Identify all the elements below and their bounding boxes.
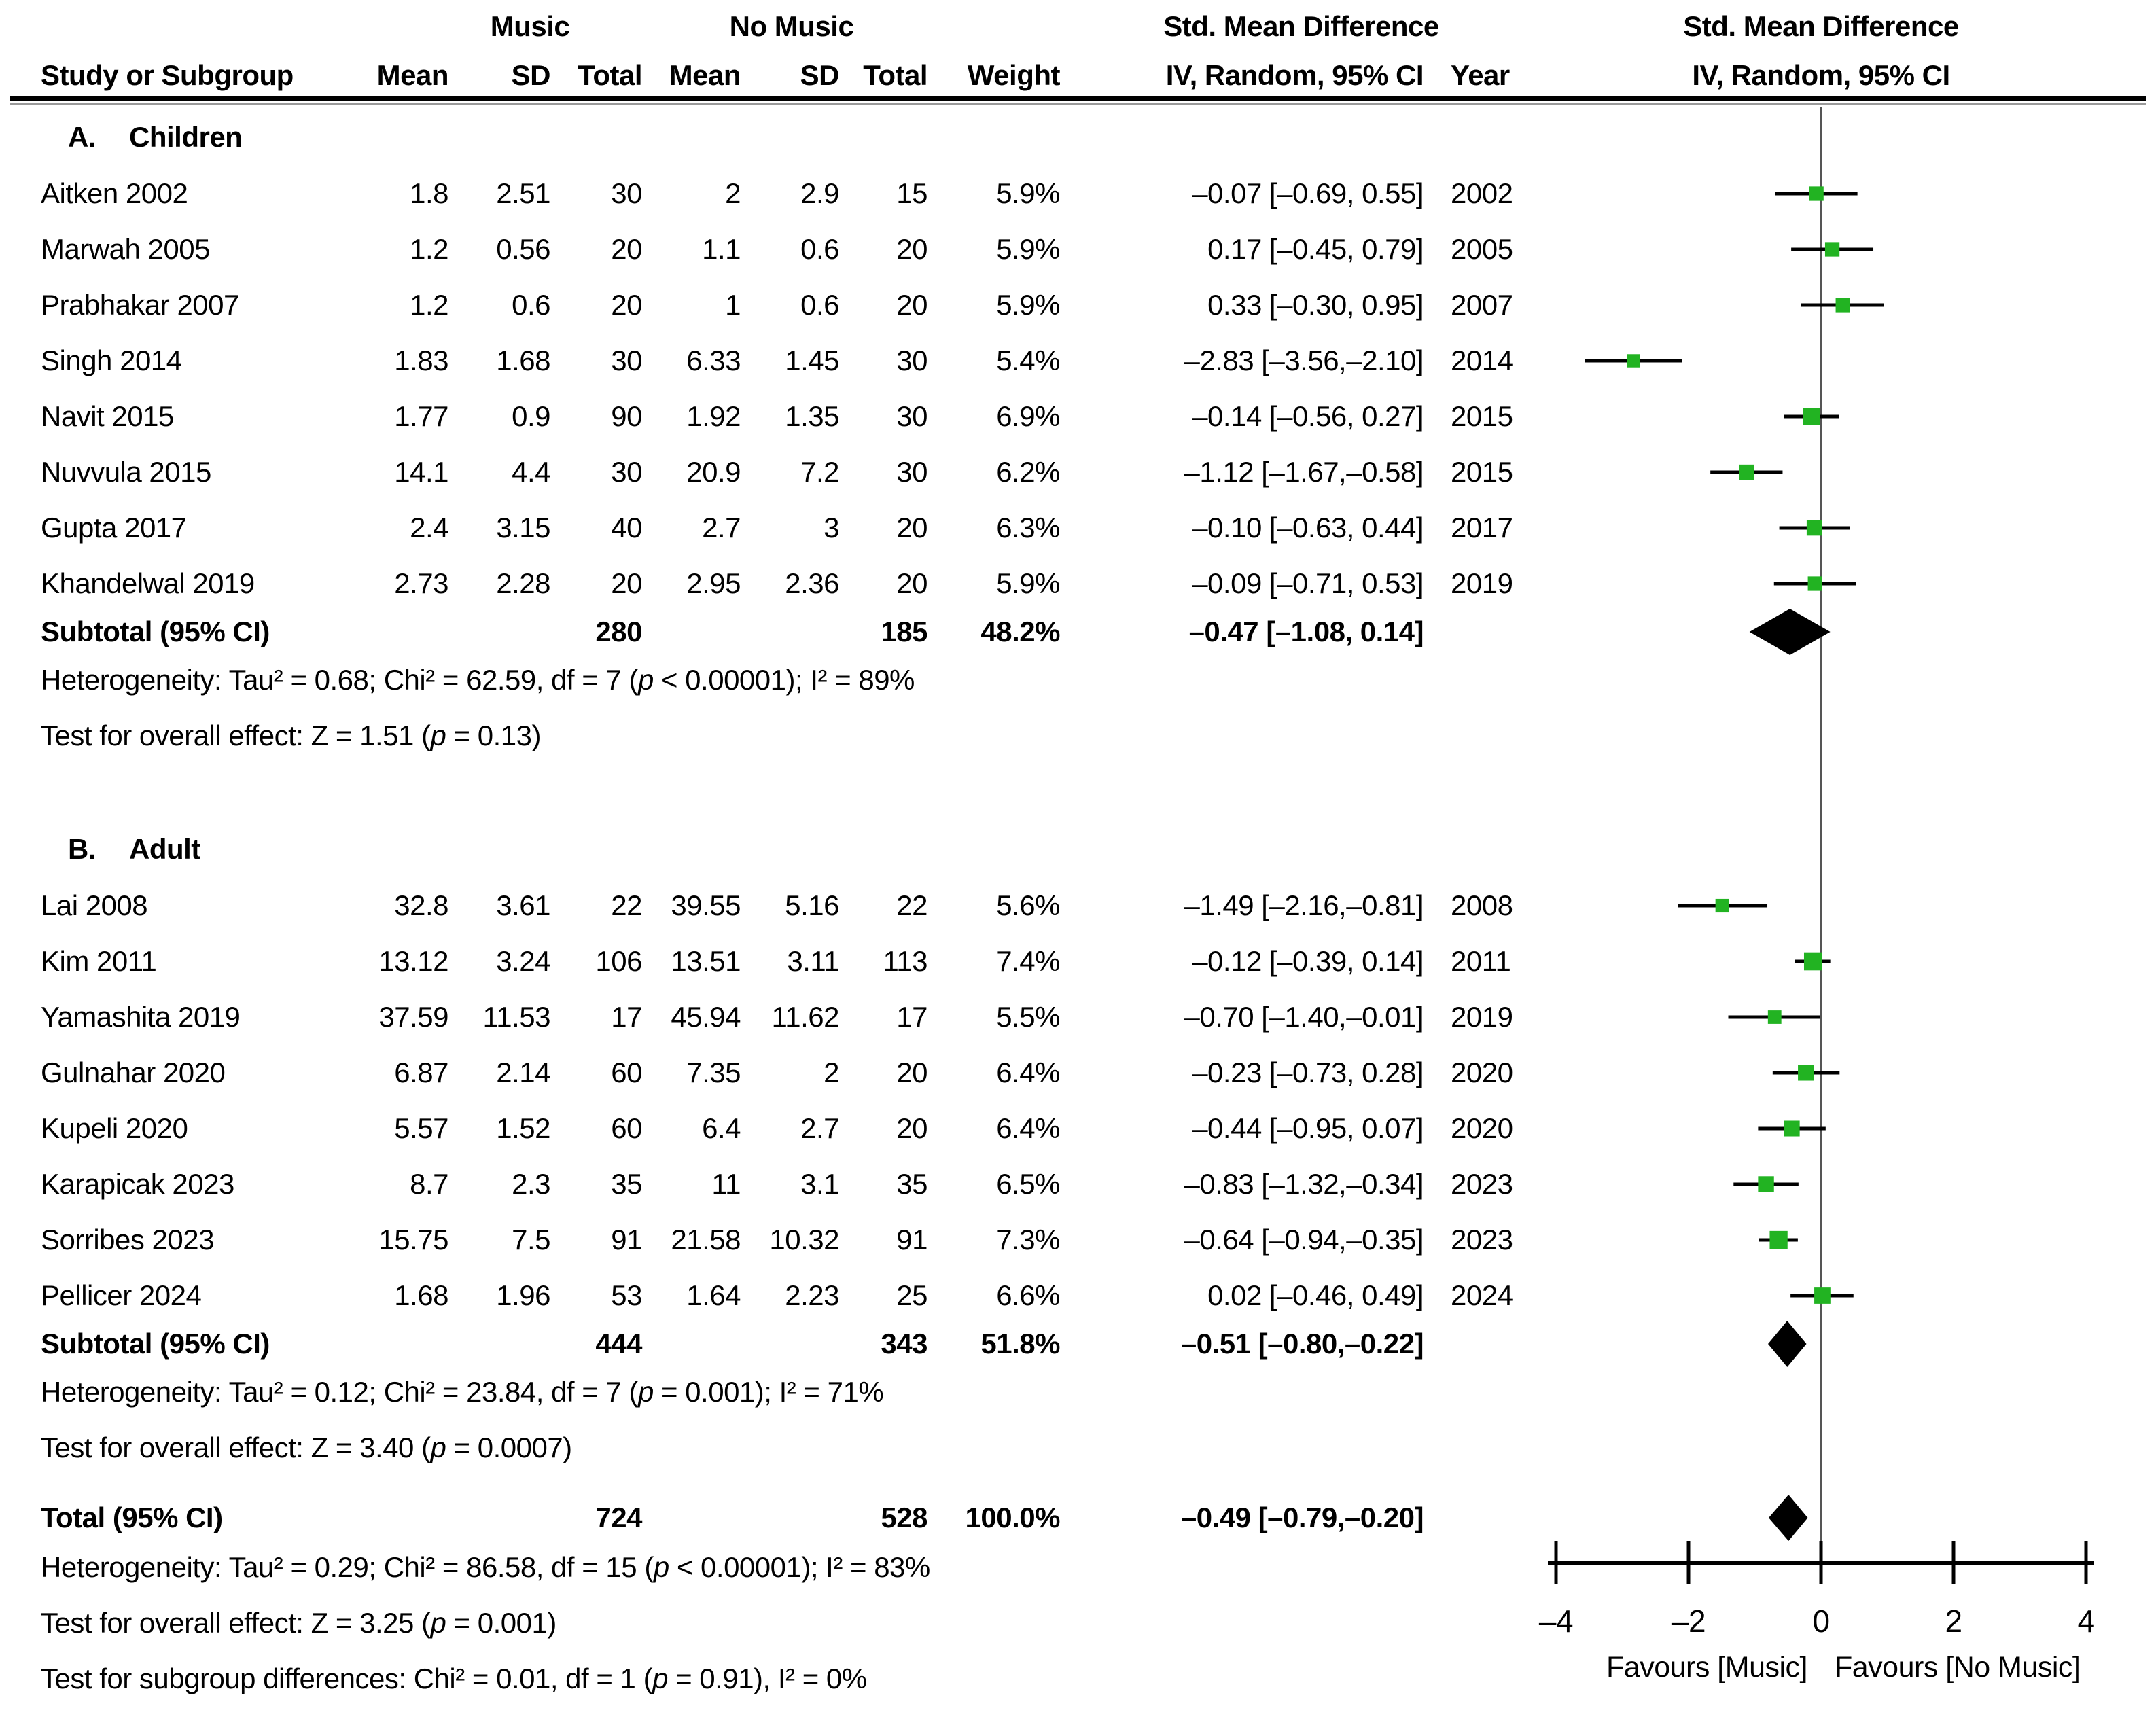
- ci-text-cell: –0.09 [–0.71, 0.53]: [1192, 567, 1424, 599]
- study-row: [0, 989, 2156, 1045]
- mean-nomusic-cell: 21.58: [671, 1224, 741, 1256]
- sd-music-cell: 2.3: [512, 1168, 550, 1200]
- favours-left-label: Favours [Music]: [1606, 1651, 1807, 1684]
- total-nomusic-cell: 20: [896, 289, 927, 321]
- total-music-cell: 17: [611, 1001, 642, 1033]
- year-cell: 2005: [1451, 233, 1513, 265]
- mean-nomusic-cell: 6.33: [686, 344, 741, 376]
- sd-music-cell: 3.24: [496, 945, 550, 977]
- sd-nomusic-cell: 2.9: [800, 177, 839, 209]
- note-text: Test for overall effect: Z = 3.40 (p = 0.0007): [41, 1432, 572, 1463]
- sd-music-cell: 7.5: [512, 1224, 550, 1256]
- mean-nomusic-cell: 20.9: [686, 456, 741, 488]
- pooled-label: Subtotal (95% CI): [41, 1328, 270, 1360]
- ci-text-cell: –1.12 [–1.67,–0.58]: [1184, 456, 1424, 488]
- weight-cell: 6.6%: [996, 1279, 1060, 1311]
- sd-music-cell: 1.96: [496, 1279, 550, 1311]
- total-nomusic-cell: 35: [896, 1168, 927, 1200]
- study-row: [0, 444, 2156, 500]
- axis-tick-label: –4: [1538, 1603, 1574, 1639]
- year-cell: 2015: [1451, 456, 1513, 488]
- study-row: [0, 878, 2156, 934]
- ci-text-cell: –0.83 [–1.32,–0.34]: [1184, 1168, 1424, 1200]
- total-nomusic-cell: 20: [896, 233, 927, 265]
- header-rule-shadow: [10, 103, 2146, 105]
- column-header-year: Year: [1451, 59, 1510, 91]
- weight-cell: 5.4%: [996, 344, 1060, 376]
- sd-music-cell: 11.53: [482, 1001, 550, 1033]
- column-header-ci-plot: IV, Random, 95% CI: [1692, 59, 1950, 91]
- sd-nomusic-cell: 2: [824, 1056, 839, 1088]
- total-heterogeneity-note: [0, 1540, 2156, 1595]
- study-row: [0, 221, 2156, 277]
- weight-cell: 5.6%: [996, 889, 1060, 921]
- ci-text-cell: –0.07 [–0.69, 0.55]: [1192, 177, 1424, 209]
- sd-music-cell: 1.68: [496, 344, 550, 376]
- ci-text-cell: 0.33 [–0.30, 0.95]: [1207, 289, 1424, 321]
- weight-cell: 100.0%: [965, 1502, 1060, 1533]
- mean-music-cell: 13.12: [378, 945, 448, 977]
- ci-text-cell: –0.47 [–1.08, 0.14]: [1188, 616, 1424, 647]
- weight-cell: 7.3%: [996, 1224, 1060, 1256]
- column-header-total-music: Total: [578, 59, 642, 91]
- sd-nomusic-cell: 1.35: [785, 400, 839, 432]
- weight-cell: 5.9%: [996, 233, 1060, 265]
- weight-cell: 6.2%: [996, 456, 1060, 488]
- study-row: [0, 1268, 2156, 1324]
- year-cell: 2019: [1451, 1001, 1513, 1033]
- mean-music-cell: 2.73: [394, 567, 448, 599]
- ci-text-cell: –0.70 [–1.40,–0.01]: [1184, 1001, 1424, 1033]
- study-name: Navit 2015: [41, 400, 174, 432]
- column-header-weight: Weight: [967, 59, 1060, 91]
- total-music-cell: 30: [611, 456, 642, 488]
- study-name: Aitken 2002: [41, 177, 188, 209]
- total-nomusic-cell: 113: [883, 945, 927, 977]
- year-cell: 2002: [1451, 177, 1513, 209]
- sd-nomusic-cell: 3: [824, 512, 839, 544]
- mean-music-cell: 37.59: [378, 1001, 448, 1033]
- sd-music-cell: 0.9: [512, 400, 550, 432]
- mean-nomusic-cell: 1: [725, 289, 741, 321]
- axis-tick-label: –2: [1671, 1603, 1706, 1639]
- sd-nomusic-cell: 0.6: [800, 289, 839, 321]
- mean-nomusic-cell: 11: [711, 1168, 741, 1200]
- study-name: Kupeli 2020: [41, 1112, 188, 1144]
- heterogeneity-note: [0, 652, 2156, 708]
- ci-text-cell: –0.14 [–0.56, 0.27]: [1192, 400, 1424, 432]
- study-row: [0, 1101, 2156, 1156]
- total-music-cell: 280: [595, 616, 642, 647]
- axis-tick-label: 2: [1945, 1603, 1962, 1639]
- column-header-sd-music: SD: [511, 59, 550, 91]
- total-overall-effect-note: [0, 1595, 2156, 1651]
- year-cell: 2019: [1451, 567, 1513, 599]
- study-row: [0, 1045, 2156, 1101]
- total-nomusic-cell: 91: [896, 1224, 927, 1256]
- section-prefix: A.: [68, 121, 96, 153]
- mean-nomusic-cell: 1.64: [686, 1279, 741, 1311]
- mean-nomusic-cell: 6.4: [702, 1112, 741, 1144]
- sd-nomusic-cell: 0.6: [800, 233, 839, 265]
- subgroup-difference-note: [0, 1651, 2156, 1707]
- study-row: [0, 556, 2156, 611]
- study-row: [0, 277, 2156, 333]
- study-name: Khandelwal 2019: [41, 567, 255, 599]
- mean-nomusic-cell: 2.95: [686, 567, 741, 599]
- sd-music-cell: 3.61: [496, 889, 550, 921]
- total-music-cell: 106: [595, 945, 642, 977]
- study-row: [0, 166, 2156, 221]
- total-music-cell: 20: [611, 567, 642, 599]
- sd-nomusic-cell: 2.23: [785, 1279, 839, 1311]
- sd-nomusic-cell: 3.11: [787, 945, 839, 977]
- sd-nomusic-cell: 2.36: [785, 567, 839, 599]
- total-nomusic-cell: 30: [896, 456, 927, 488]
- note-text: Heterogeneity: Tau² = 0.12; Chi² = 23.84, df = 7 (p = 0.001); I² = 71%: [41, 1376, 884, 1408]
- sd-music-cell: 3.15: [496, 512, 550, 544]
- column-header-sd-nomusic: SD: [800, 59, 839, 91]
- weight-cell: 6.9%: [996, 400, 1060, 432]
- total-nomusic-cell: 343: [881, 1328, 927, 1360]
- year-cell: 2017: [1451, 512, 1513, 544]
- mean-music-cell: 1.2: [410, 289, 448, 321]
- total-nomusic-cell: 528: [881, 1502, 927, 1533]
- year-cell: 2015: [1451, 400, 1513, 432]
- sd-music-cell: 2.14: [496, 1056, 550, 1088]
- mean-music-cell: 1.8: [410, 177, 448, 209]
- mean-nomusic-cell: 2: [725, 177, 741, 209]
- note-text: Heterogeneity: Tau² = 0.68; Chi² = 62.59, df = 7 (p < 0.00001); I² = 89%: [41, 664, 915, 696]
- column-header-study: Study or Subgroup: [41, 59, 294, 91]
- mean-music-cell: 1.68: [394, 1279, 448, 1311]
- section-label: Children: [129, 121, 243, 153]
- total-nomusic-cell: 30: [896, 344, 927, 376]
- weight-cell: 7.4%: [996, 945, 1060, 977]
- year-cell: 2008: [1451, 889, 1513, 921]
- mean-nomusic-cell: 45.94: [671, 1001, 741, 1033]
- ci-text-cell: 0.02 [–0.46, 0.49]: [1207, 1279, 1424, 1311]
- ci-text-cell: –1.49 [–2.16,–0.81]: [1184, 889, 1424, 921]
- total-nomusic-cell: 20: [896, 1112, 927, 1144]
- mean-nomusic-cell: 13.51: [671, 945, 741, 977]
- mean-music-cell: 2.4: [410, 512, 448, 544]
- total-music-cell: 22: [611, 889, 642, 921]
- ci-text-cell: –2.83 [–3.56,–2.10]: [1184, 344, 1424, 376]
- weight-cell: 5.9%: [996, 289, 1060, 321]
- column-header-ci: IV, Random, 95% CI: [1165, 59, 1424, 91]
- weight-cell: 51.8%: [980, 1328, 1060, 1360]
- mean-nomusic-cell: 7.35: [686, 1056, 741, 1088]
- year-cell: 2020: [1451, 1056, 1513, 1088]
- total-nomusic-cell: 185: [881, 616, 927, 647]
- overall-effect-note: [0, 1420, 2156, 1476]
- study-name: Kim 2011: [41, 945, 157, 977]
- mean-music-cell: 14.1: [394, 456, 448, 488]
- year-cell: 2011: [1451, 945, 1511, 977]
- weight-cell: 6.4%: [996, 1056, 1060, 1088]
- total-music-cell: 60: [611, 1112, 642, 1144]
- study-name: Gupta 2017: [41, 512, 187, 544]
- total-nomusic-cell: 20: [896, 567, 927, 599]
- study-row: [0, 1156, 2156, 1212]
- section-header-row: [0, 821, 2156, 878]
- ci-text-cell: –0.23 [–0.73, 0.28]: [1192, 1056, 1424, 1088]
- mean-nomusic-cell: 2.7: [702, 512, 741, 544]
- sd-music-cell: 4.4: [512, 456, 550, 488]
- mean-music-cell: 1.2: [410, 233, 448, 265]
- study-row: [0, 1212, 2156, 1268]
- mean-nomusic-cell: 1.92: [686, 400, 741, 432]
- ci-text-cell: –0.49 [–0.79,–0.20]: [1180, 1502, 1424, 1533]
- column-header-mean-nomusic: Mean: [669, 59, 741, 91]
- note-text: Test for subgroup differences: Chi² = 0.01, df = 1 (p = 0.91), I² = 0%: [41, 1663, 867, 1694]
- sd-music-cell: 1.52: [496, 1112, 550, 1144]
- sd-music-cell: 2.28: [496, 567, 550, 599]
- mean-nomusic-cell: 39.55: [671, 889, 741, 921]
- section-label: Adult: [129, 833, 200, 865]
- sd-music-cell: 0.56: [496, 233, 550, 265]
- weight-cell: 6.4%: [996, 1112, 1060, 1144]
- total-music-cell: 30: [611, 344, 642, 376]
- mean-music-cell: 6.87: [394, 1056, 448, 1088]
- mean-nomusic-cell: 1.1: [702, 233, 741, 265]
- total-nomusic-cell: 17: [896, 1001, 927, 1033]
- mean-music-cell: 15.75: [378, 1224, 448, 1256]
- weight-cell: 5.5%: [996, 1001, 1060, 1033]
- study-name: Prabhakar 2007: [41, 289, 239, 321]
- total-nomusic-cell: 30: [896, 400, 927, 432]
- smd-header-left: Std. Mean Difference: [1163, 10, 1439, 42]
- note-text: Test for overall effect: Z = 1.51 (p = 0.13): [41, 720, 541, 751]
- pooled-label: Subtotal (95% CI): [41, 616, 270, 647]
- ci-text-cell: –0.12 [–0.39, 0.14]: [1192, 945, 1424, 977]
- total-music-cell: 444: [595, 1328, 642, 1360]
- study-name: Nuvvula 2015: [41, 456, 211, 488]
- weight-cell: 6.5%: [996, 1168, 1060, 1200]
- pooled-label: Total (95% CI): [41, 1502, 223, 1533]
- sd-nomusic-cell: 2.7: [800, 1112, 839, 1144]
- axis-tick-label: 0: [1812, 1603, 1830, 1639]
- total-nomusic-cell: 20: [896, 1056, 927, 1088]
- study-name: Sorribes 2023: [41, 1224, 214, 1256]
- note-text: Test for overall effect: Z = 3.25 (p = 0.001): [41, 1607, 556, 1639]
- total-nomusic-cell: 22: [896, 889, 927, 921]
- year-cell: 2014: [1451, 344, 1513, 376]
- subtotal-row: [0, 611, 2156, 652]
- ci-text-cell: –0.44 [–0.95, 0.07]: [1192, 1112, 1424, 1144]
- mean-music-cell: 5.57: [394, 1112, 448, 1144]
- study-name: Singh 2014: [41, 344, 182, 376]
- weight-cell: 5.9%: [996, 177, 1060, 209]
- overall-effect-note: [0, 708, 2156, 764]
- year-cell: 2007: [1451, 289, 1513, 321]
- study-row: [0, 333, 2156, 389]
- total-nomusic-cell: 15: [896, 177, 927, 209]
- sd-nomusic-cell: 3.1: [800, 1168, 839, 1200]
- study-name: Karapicak 2023: [41, 1168, 234, 1200]
- weight-cell: 5.9%: [996, 567, 1060, 599]
- total-nomusic-cell: 20: [896, 512, 927, 544]
- year-cell: 2020: [1451, 1112, 1513, 1144]
- total-music-cell: 90: [611, 400, 642, 432]
- subtotal-row: [0, 1324, 2156, 1364]
- no-music-group-header: No Music: [729, 10, 854, 42]
- year-cell: 2023: [1451, 1224, 1513, 1256]
- study-row: [0, 389, 2156, 444]
- study-name: Lai 2008: [41, 889, 148, 921]
- weight-cell: 48.2%: [980, 616, 1060, 647]
- study-row: [0, 934, 2156, 989]
- column-header-total-nomusic: Total: [863, 59, 927, 91]
- mean-music-cell: 1.83: [394, 344, 448, 376]
- year-cell: 2024: [1451, 1279, 1513, 1311]
- favours-right-label: Favours [No Music]: [1835, 1651, 2081, 1684]
- sd-music-cell: 0.6: [512, 289, 550, 321]
- mean-music-cell: 8.7: [410, 1168, 448, 1200]
- total-music-cell: 53: [611, 1279, 642, 1311]
- weight-cell: 6.3%: [996, 512, 1060, 544]
- sd-music-cell: 2.51: [496, 177, 550, 209]
- axis-tick-label: 4: [2077, 1603, 2095, 1639]
- ci-text-cell: 0.17 [–0.45, 0.79]: [1207, 233, 1424, 265]
- section-prefix: B.: [68, 833, 96, 865]
- ci-text-cell: –0.51 [–0.80,–0.22]: [1180, 1328, 1424, 1360]
- ci-text-cell: –0.64 [–0.94,–0.35]: [1184, 1224, 1424, 1256]
- total-music-cell: 20: [611, 233, 642, 265]
- ci-text-cell: –0.10 [–0.63, 0.44]: [1192, 512, 1424, 544]
- mean-music-cell: 1.77: [394, 400, 448, 432]
- smd-header-right: Std. Mean Difference: [1683, 10, 1959, 42]
- column-header-mean-music: Mean: [376, 59, 448, 91]
- study-row: [0, 500, 2156, 556]
- mean-music-cell: 32.8: [394, 889, 448, 921]
- heterogeneity-note: [0, 1364, 2156, 1420]
- sd-nomusic-cell: 5.16: [785, 889, 839, 921]
- music-group-header: Music: [490, 10, 570, 42]
- total-music-cell: 91: [611, 1224, 642, 1256]
- sd-nomusic-cell: 11.62: [771, 1001, 839, 1033]
- section-header-row: [0, 109, 2156, 166]
- study-name: Marwah 2005: [41, 233, 210, 265]
- study-name: Pellicer 2024: [41, 1279, 202, 1311]
- sd-nomusic-cell: 10.32: [769, 1224, 839, 1256]
- total-music-cell: 30: [611, 177, 642, 209]
- year-cell: 2023: [1451, 1168, 1513, 1200]
- total-row: [0, 1496, 2156, 1540]
- sd-nomusic-cell: 1.45: [785, 344, 839, 376]
- total-nomusic-cell: 25: [896, 1279, 927, 1311]
- total-music-cell: 40: [611, 512, 642, 544]
- total-music-cell: 724: [595, 1502, 642, 1533]
- header-rule: [10, 96, 2146, 101]
- study-name: Gulnahar 2020: [41, 1056, 226, 1088]
- sd-nomusic-cell: 7.2: [800, 456, 839, 488]
- total-music-cell: 20: [611, 289, 642, 321]
- total-music-cell: 60: [611, 1056, 642, 1088]
- total-music-cell: 35: [611, 1168, 642, 1200]
- note-text: Heterogeneity: Tau² = 0.29; Chi² = 86.58, df = 15 (p < 0.00001); I² = 83%: [41, 1551, 930, 1583]
- study-name: Yamashita 2019: [41, 1001, 241, 1033]
